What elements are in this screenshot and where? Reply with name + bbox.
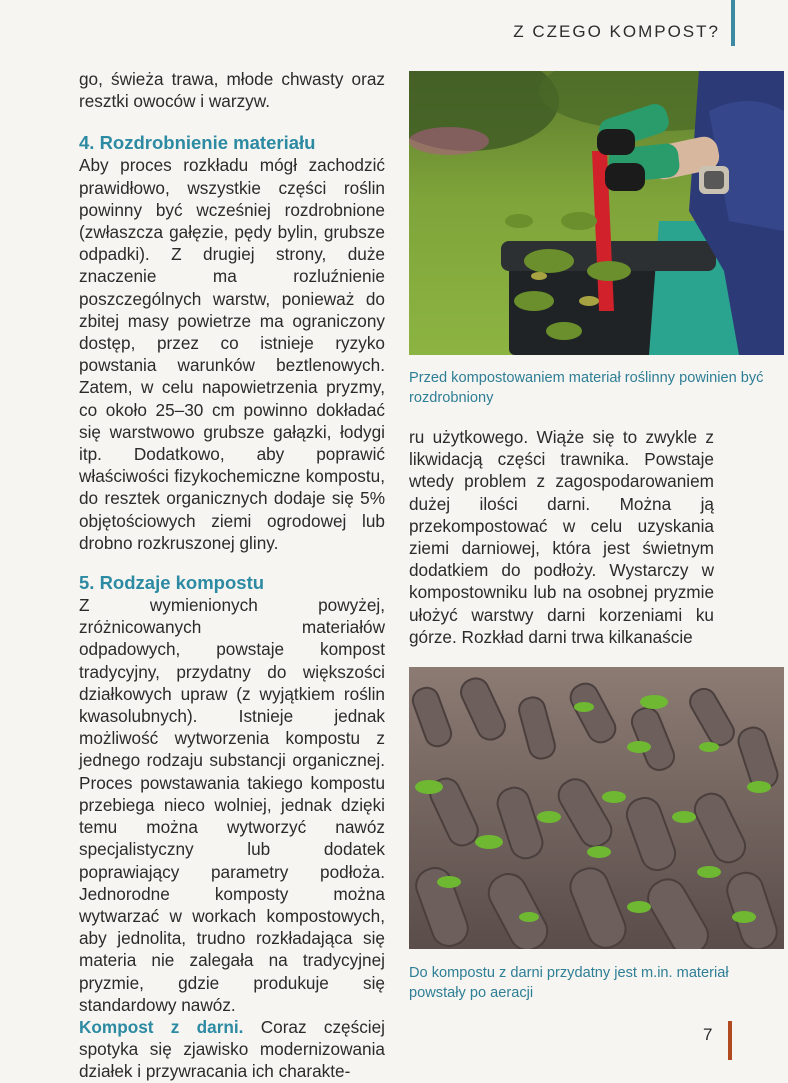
page-marker-bar: [728, 1021, 732, 1060]
darn-subheading: Kompost z darni.: [79, 1016, 244, 1037]
left-column: [79, 68, 385, 1083]
section-5-body: Z wymienionych powyżej, zróżnicowanych materiałów odpadowych, powstaje kompost tradycyjny, przydatny do większości działkowych upraw (z wyjątkiem roślin kwasolubnych). Istnieje jednak możliwość wytworzenia kompostu z jednego rodzaju substancji organicznej. Proces powstawania takiego kompostu przebiega nieco wolniej, jednak dzięki temu można wytworzyć nawóz specjalistyczny lub dodatek poprawiający parametry podłoża. Jednorodne komposty można wytwarzać w workach kompostowych, aby jednolita, trudno rozkładająca się materia nie zalegała na tradycyjnej pryzmie, gdzie produkuje się standardowy nawóz.: [79, 595, 385, 1015]
section-4-title: 4. Rozdrobnienie materiału: [79, 132, 316, 154]
section-4-body: Aby proces rozkładu mógł zachodzić prawidłowo, wszystkie części roślin powinny być wcześniej rozdrobnione (zwłaszcza gałęzie, pędy bylin, grubsze odpadki). Z drugiej strony, duże znaczenie ma rozluźnienie poszczególnych warstw, ponieważ do zbitej masy powietrze ma ograniczony dostęp, przez co istnieje ryzyko powstania warunków beztlenowych. Zatem, w celu napowietrzenia pryzmy, co około 25–30 cm powinno dokładać się warstwowo grubsze gałązki, łodygi itp. Dodatkowo, aby poprawić właściwości fizykochemiczne kompostu, do resztek organicznych dodaje się 5% objętościowych ziemi ogrodowej lub drobno rozkruszonej gliny.: [79, 155, 385, 553]
photo-caption-aeration: Do kompostu z darni przydatny jest m.in. materiał powstały po aeracji: [409, 965, 729, 1001]
page-number: 7: [703, 1025, 713, 1044]
section-5-title: 5. Rodzaje kompostu: [79, 572, 265, 594]
darn-paragraph: [79, 1016, 385, 1083]
right-body-paragraph: ru użytkowego. Wiąże się to zwykle z likwidacją części trawnika. Powstaje wtedy problem z zagospodarowaniem dużej ilości darni. Można ją przekompostować w celu uzyskania ziemi darniowej, która jest świetnym dodatkiem do podłoży. Wystarczy w kompostowniku lub na osobnej pryzmie ułożyć warstwy darni korzeniami ku górze. Rozkład darni trwa kilkanaście: [409, 427, 714, 647]
aeration-cores-illustration: [409, 667, 784, 949]
right-column-text: [409, 426, 714, 648]
photo-caption-shredder: Przed kompostowaniem materiał roślinny powinien być rozdrobniony: [409, 370, 764, 406]
running-header: Z CZEGO KOMPOST?: [513, 22, 720, 41]
photo-aeration-cores: [409, 667, 784, 949]
header-accent-bar: [731, 0, 735, 46]
photo-shredder: [409, 71, 784, 355]
shredder-illustration: [409, 71, 784, 355]
intro-paragraph: go, świeża trawa, młode chwasty oraz resztki owoców i warzyw.: [79, 69, 385, 112]
darn-text: Coraz częściej spotyka się zjawisko modernizowania działek i przywracania ich charakte-: [79, 1016, 385, 1082]
